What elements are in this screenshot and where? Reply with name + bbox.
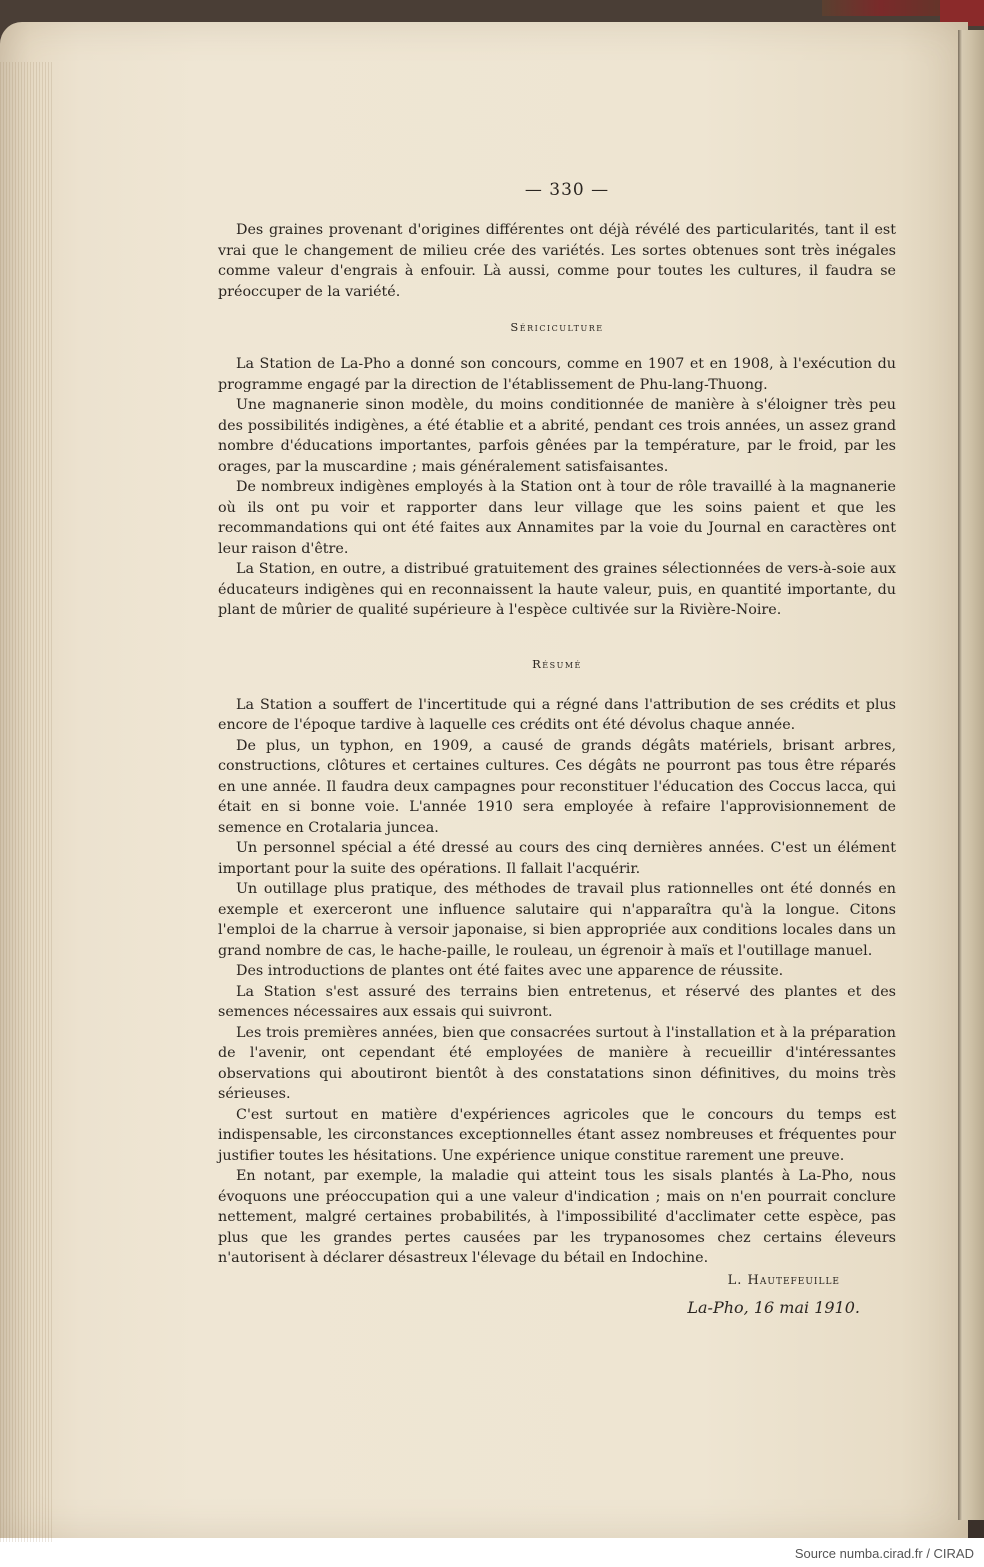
paragraph: Un personnel spécial a été dressé au cours des cinq dernières années. C'est un élément important pour la suite des opérations. Il fallait l'acquérir. (218, 840, 896, 877)
page-number: — 330 — (524, 180, 610, 200)
paragraph: Un outillage plus pratique, des méthodes de travail plus rationnelles ont été donnés en exemple et exerceront une influence salutaire qui n'apparaîtra qu'à la longue. Citons l'emploi de la charrue à versoir japonaise, si bien appropriée aux conditions locales dans un grand nombre de cas, le hache-paille, le rouleau, un égrenoir à maïs et l'outillage manuel. (218, 881, 896, 959)
paragraph: De plus, un typhon, en 1909, a causé de grands dégâts matériels, brisant arbres, constructions, clôtures et certaines cultures. Ces dégâts ne pourront pas tous être réparés en une année. Il faudra deux campagnes pour reconstituer l'éducation des Coccus lacca, qui était en si bonne voie. L'année 1910 sera employée à refaire l'approvisionnement de semence en Crotalaria juncea. (218, 737, 896, 836)
paragraph: La Station de La-Pho a donné son concours, comme en 1907 et en 1908, à l'exécution du programme engagé par la direction de l'établissement de Phu-lang-Thuong. (218, 356, 896, 393)
paragraph: Des introductions de plantes ont été faites avec une apparence de réussite. (236, 963, 784, 979)
paragraph-intro: Des graines provenant d'origines différentes ont déjà révélé des particularités, tant il est vrai que le changement de milieu crée des variétés. Les sortes obtenues sont très inégales comme valeur d'engrais à enfouir. Là aussi, comme pour toutes les cultures, il faudra se préoccuper de la variété. (218, 222, 896, 300)
heading-sericiculture: Sériciculture (510, 320, 604, 334)
page-edges-right (958, 30, 984, 1520)
paragraph: En notant, par exemple, la maladie qui atteint tous les sisals plantés à La-Pho, nous évoquons une préoccupation qui a une valeur d'indication ; mais on n'en pourrait conclure nettement, malgré certaines probabilités, à l'impossibilité d'acclimater cette espèce, pas plus que les grandes pertes causées par les trypanosomes chez certains éleveurs n'autorisent à déclarer désastreux l'élevage du bétail en Indochine. (218, 1168, 896, 1266)
dateline: La-Pho, 16 mai 1910. (687, 1297, 860, 1317)
paragraph: La Station s'est assuré des terrains bien entretenus, et réservé des plantes et des semences nécessaires aux essais qui suivront. (218, 983, 896, 1020)
paragraph: La Station a souffert de l'incertitude qui a régné dans l'attribution de ses crédits et plus encore de l'époque tardive à laquelle ces crédits ont été dévolus chaque année. (218, 696, 896, 733)
paragraph: Une magnanerie sinon modèle, du moins conditionnée de manière à s'éloigner très peu des possibilités indigènes, a été établie et a abrité, pendant ces trois années, un assez grand nombre d'éducations importantes, parfois gênées par la température, par le froid, par les orages, par la muscardine ; mais généralement satisfaisantes. (218, 397, 896, 475)
page-content (218, 180, 896, 1317)
paragraph: C'est surtout en matière d'expériences agricoles que le concours du temps est indispensable, les circonstances exceptionnelles étant assez nombreuses et fréquentes pour justifier toutes les hésitations. Une expérience unique constitue rarement une preuve. (218, 1106, 896, 1164)
paragraph: La Station, en outre, a distribué gratuitement des graines sélectionnées de vers-à-soie aux éducateurs indigènes qui en reconnaissent la haute valeur, puis, en quantité importante, du plant de mûrier de qualité supérieure à l'espèce cultivée sur la Rivière-Noire. (218, 561, 896, 618)
paragraph: Les trois premières années, bien que consacrées surtout à l'installation et à la préparation de l'avenir, ont cependant été employées de manière à recueillir d'intéressantes observations qui aboutiront bientôt à des constatations sinon définitives, du moins très sérieuses. (218, 1024, 896, 1102)
signature: L. Hautefeuille (727, 1272, 840, 1288)
source-credit: Source numba.cirad.fr / CIRAD (794, 1546, 974, 1561)
page-edges-left (0, 62, 52, 1542)
paragraph: De nombreux indigènes employés à la Station ont à tour de rôle travaillé à la magnanerie où ils ont pu voir et rapporter dans leur village que les soins paient et que les recommandations qui ont été faites aux Annamites par la voie du Journal en caractères ont leur raison d'être. (218, 479, 896, 557)
heading-resume: Résumé (532, 656, 582, 671)
